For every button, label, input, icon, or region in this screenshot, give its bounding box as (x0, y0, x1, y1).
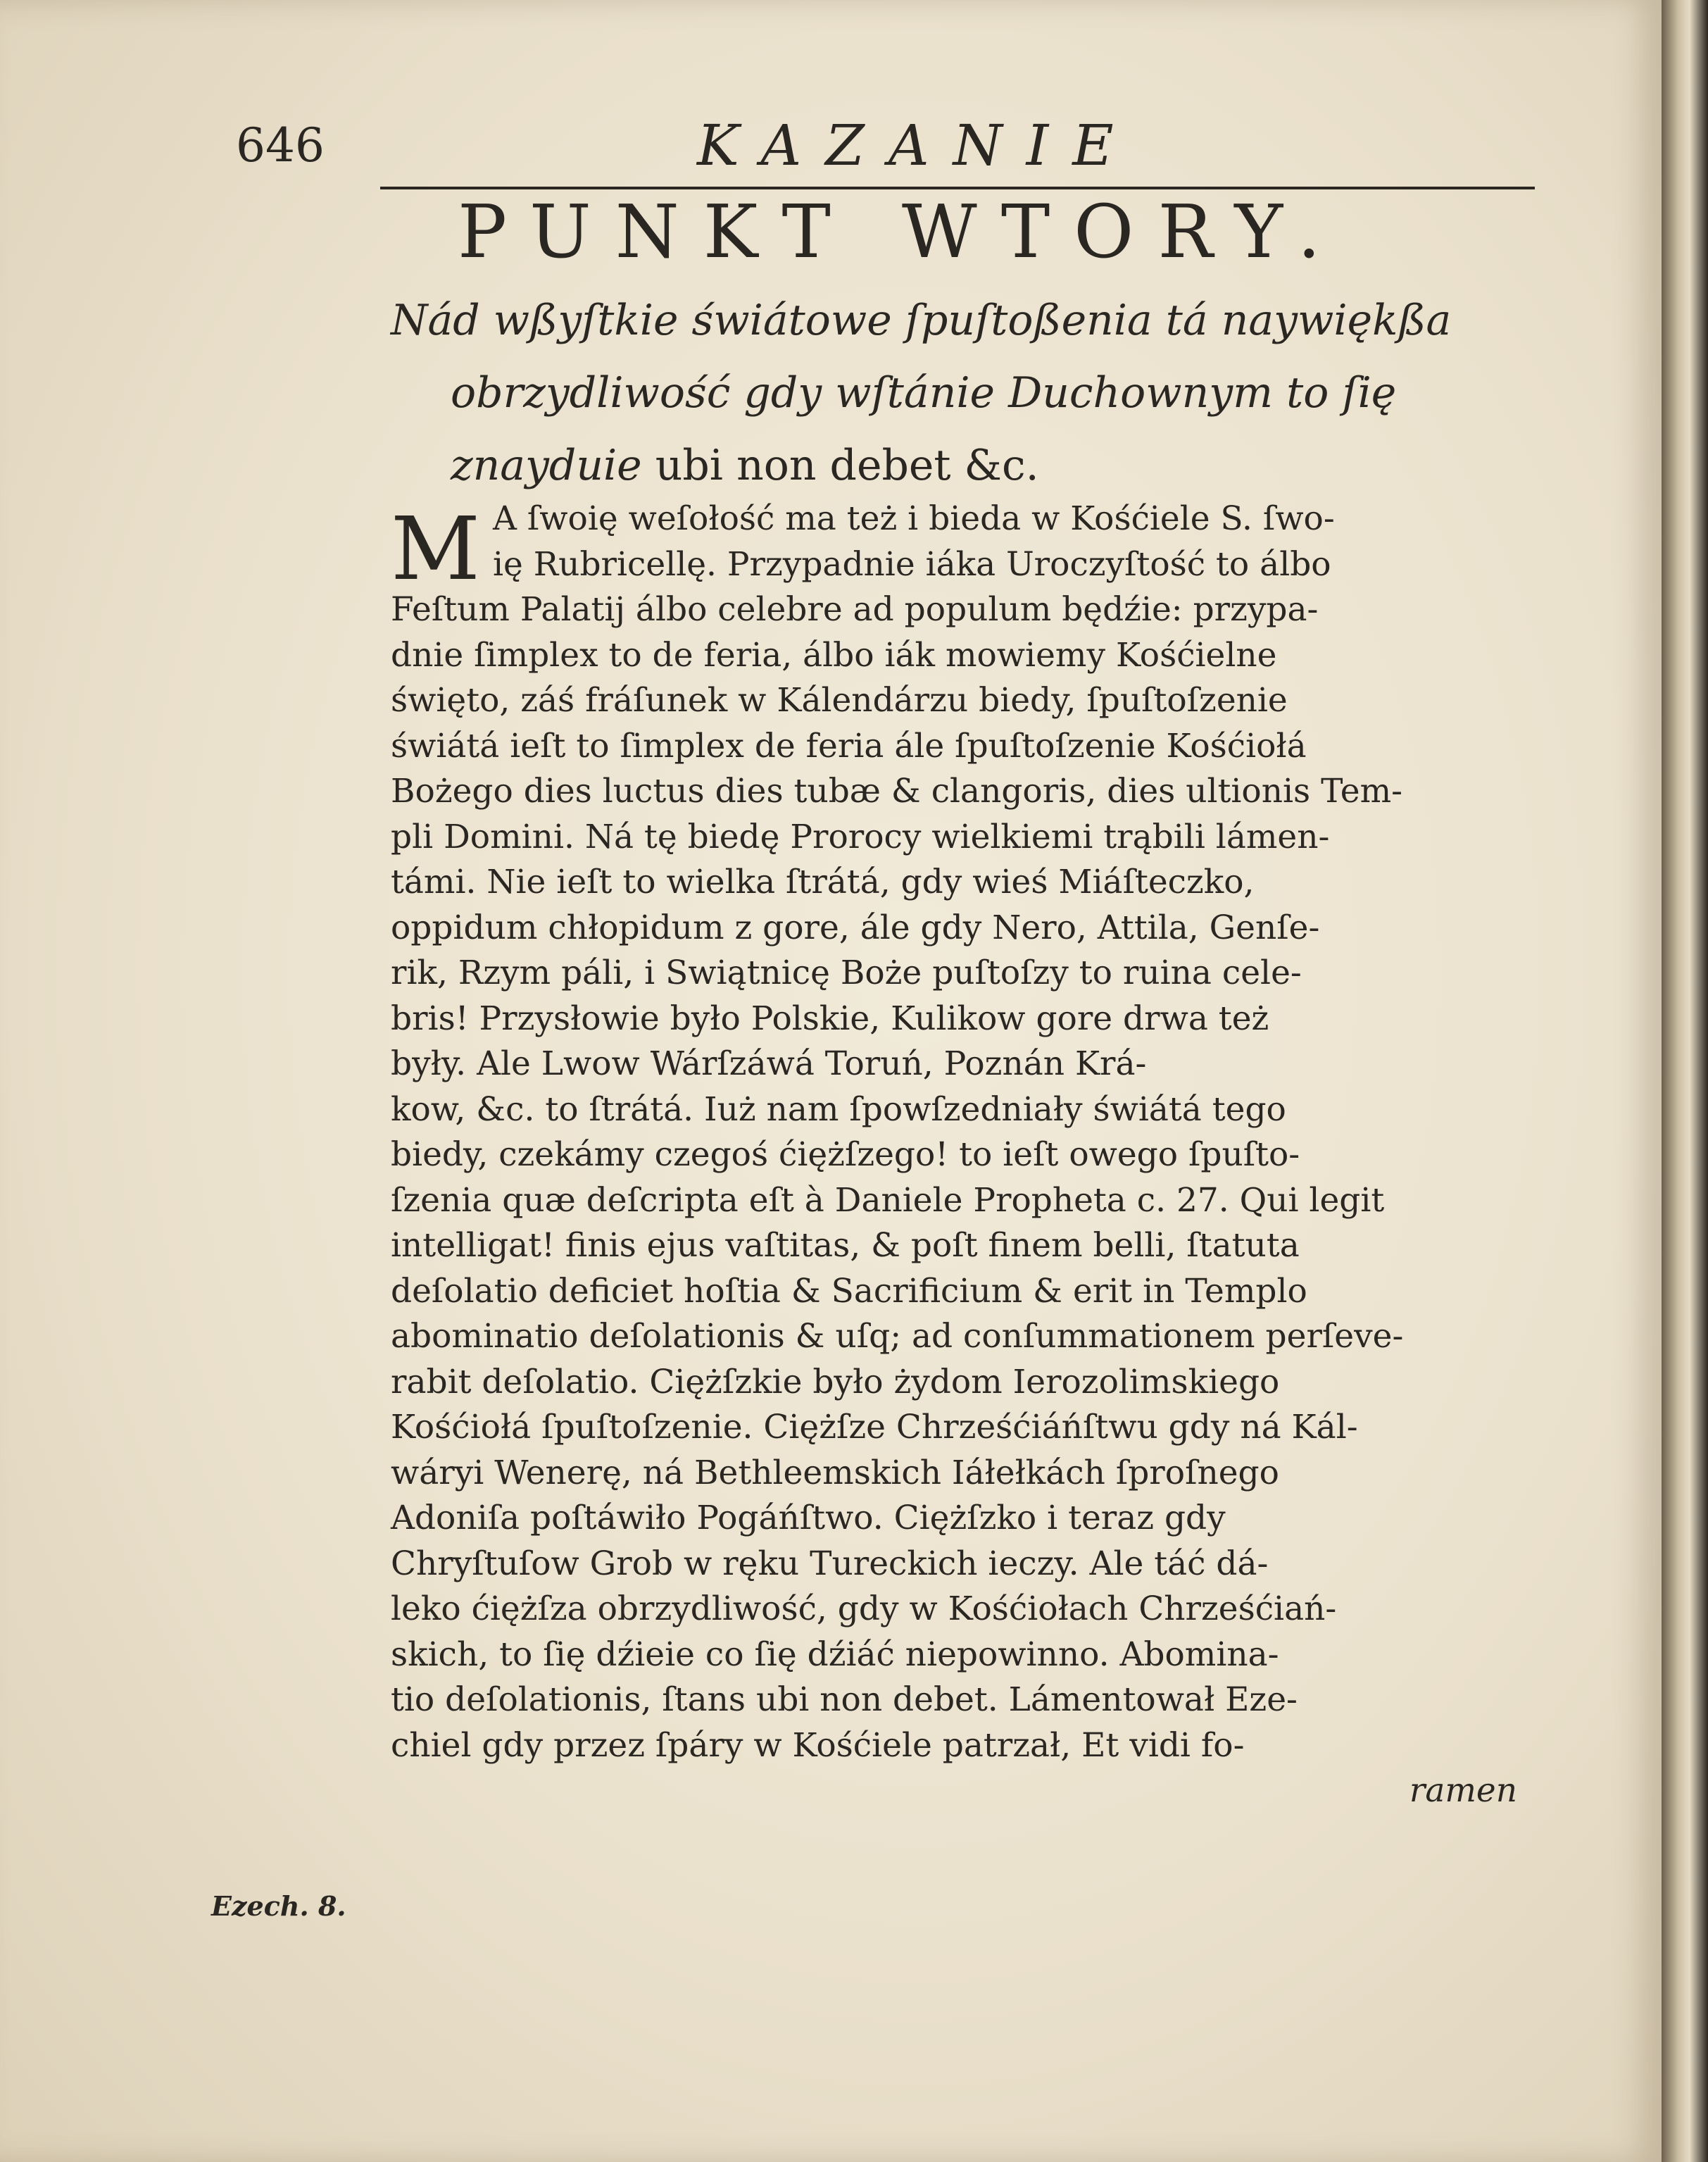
subtitle-line-upright: ubi non debet &c. (655, 441, 1039, 490)
text-line: święto, záś fráſunek w Kálendárzu biedy, ſpuſtoſzenie (391, 681, 1288, 720)
text-line: Bożego dies luctus dies tubæ & clangoris, dies ultionis Tem- (391, 772, 1403, 811)
subtitle-line: obrzydliwość gdy wſtánie Duchownym to ſię (451, 368, 1397, 418)
text-line: rik, Rzym páli, i Swiątnicę Boże puſtoſzy to ruina cele- (391, 954, 1302, 992)
subtitle-line (391, 430, 1602, 502)
text-line: pli Domini. Ná tę biedę Prorocy wielkiemi trąbili lámen- (391, 817, 1330, 856)
text-line: kow, &c. to ſtrátá. Iuż nam ſpowſzedniały świátá tego (391, 1089, 1286, 1129)
text-line: rabit deſolatio. Ciężſzkie było żydom Ierozolimskiego (391, 1362, 1280, 1401)
text-line: były. Ale Lwow Wárſzáwá Toruń, Poznán Krá- (391, 1044, 1147, 1083)
text-line: Feſtum Palatij álbo celebre ad populum będźie: przypa- (391, 590, 1319, 629)
text-line: skich, to ſię dźieie co ſię dźiáć niepowinno. Abomina- (391, 1635, 1279, 1674)
margin-note: Ezech. 8. (211, 1890, 346, 1922)
catchword: ramen (1409, 1771, 1517, 1810)
text-line: bris! Przysłowie było Polskie, Kulikow gore drwa też (391, 999, 1269, 1038)
drop-cap: M (391, 499, 480, 600)
text-line: ſzenia quæ deſcripta eſt à Daniele Propheta c. 27. Qui legit (391, 1180, 1385, 1220)
text-line: leko ćiężſza obrzydliwość, gdy w Kośćiołach Chrześćiań- (391, 1589, 1337, 1628)
body-text (391, 496, 1595, 1814)
section-title: PUNKT WTORY. (458, 189, 1345, 275)
running-head: KAZANIE (697, 113, 1138, 178)
text-line: Kośćiołá ſpuſtoſzenie. Ciężſze Chrześćiáńſtwu gdy ná Kál- (391, 1408, 1358, 1446)
text-line: biedy, czekámy czegoś ćiężſzego! to ieſt owego ſpuſto- (391, 1135, 1300, 1174)
subtitle-line: Nád wßyſtkie świátowe ſpuſtoßenia tá naywiękßa (391, 296, 1452, 345)
text-line: Adoniſa poſtáwiło Pogáńſtwo. Ciężſzko i teraz gdy (391, 1499, 1226, 1537)
subtitle-line-italic: znayduie (451, 441, 642, 490)
text-line: wáryi Wenerę, ná Bethleemskich Iáłełkách ſproſnego (391, 1453, 1279, 1492)
text-line: dnie ſimplex to de feria, álbo iák mowiemy Kośćielne (391, 635, 1277, 675)
text-line: abominatio deſolationis & uſq; ad conſummationem perſeve- (391, 1317, 1404, 1356)
text-line: ię Rubricellę. Przypadnie iáka Uroczyſtość to álbo (493, 544, 1331, 584)
text-line: A ſwoię weſołość ma też i bieda w Kośćiele S. ſwo- (493, 499, 1335, 538)
page-number: 646 (236, 118, 325, 173)
section-subtitle (391, 285, 1602, 502)
text-line: támi. Nie ieſt to wielka ſtrátá, gdy wieś Miáſteczko, (391, 863, 1255, 901)
text-line: chiel gdy przez ſpáry w Kośćiele patrzał, Et vidi fo- (391, 1725, 1245, 1765)
text-line: Chryſtuſow Grob w ręku Tureckich ieczy. Ale táć dá- (391, 1544, 1269, 1583)
book-spine (1662, 0, 1708, 2162)
text-line: intelligat! finis ejus vaſtitas, & poſt finem belli, ſtatuta (391, 1226, 1300, 1265)
text-line: oppidum chłopidum z gore, ále gdy Nero, Attila, Genſe- (391, 908, 1320, 947)
text-line: deſolatio deficiet hoſtia & Sacrificium & erit in Templo (391, 1271, 1307, 1311)
text-line: świátá ieſt to ſimplex de feria ále ſpuſtoſzenie Kośćiołá (391, 726, 1307, 766)
text-line: tio deſolationis, ſtans ubi non debet. Lámentował Eze- (391, 1680, 1298, 1719)
